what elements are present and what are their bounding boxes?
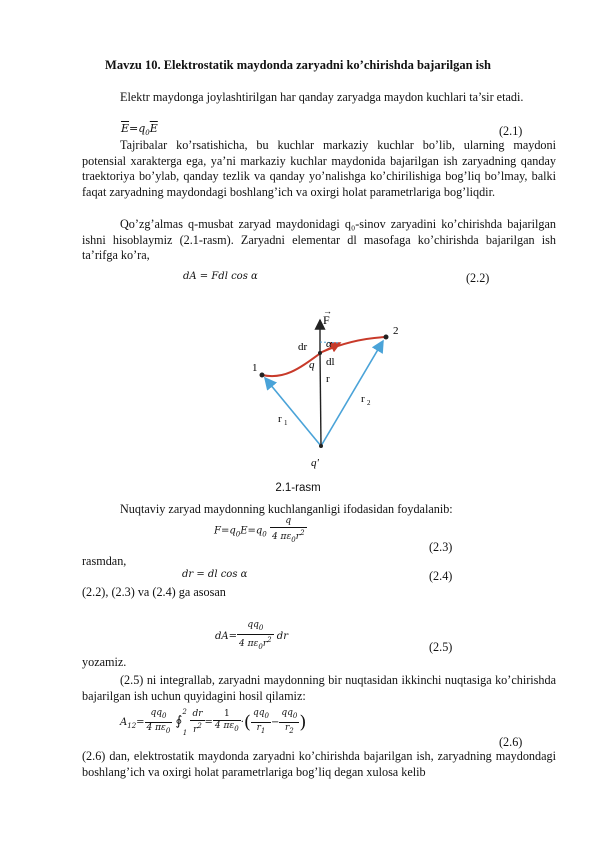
equation-number-2-5: (2.5) [429,640,453,654]
paragraph-central-forces: Tajribalar ko’rsatishicha, bu kuchlar markaziy kuchlar bo’lib, ularning maydoni potensial xarakterga ega, ya’ni markaziy kuchlar maydonida bajarilgan ish zaryadning qanday traektoriya bo’ylab, qanday tezlik va qanday yo’nalishga ko’chirilishiga bog’liq bo’lmay, balki faqat zaryadning maydondagi boshlang’ich va oxirgi holat parametrlariga bog’liqdir. [82,138,556,199]
equation-2-3: $F=q_0E=q_0$ $\frac{q}{4 \pi\varepsilon_0r^2}$ [214,516,305,544]
paragraph-work-definition: Qo’zg’almas q-musbat zaryad maydonidagi q₀-sinov zaryadini ko’chirishda bajarilgan ishni hisoblaymiz (2.1-rasm). Zaryadni elementar dl masofaga ko’chirishda bajarilgan ish ta’rifga ko’ra, [82,217,556,262]
section-title: Mavzu 10. Elektrostatik maydonda zaryadni ko’chirishda bajarilgan ish [105,58,491,72]
label-r1: r [278,413,282,425]
label-dr: dr [298,341,308,353]
paragraph-conclusion: (2.6) dan, elektrostatik maydonda zaryadni ko’chirishda bajarilgan ish, zaryadning maydondagi boshlang’ich va oxirgi holat parametrlariga bog’liq degan xulosa kelib [82,749,556,779]
equation-number-2-2: (2.2) [466,271,490,285]
charge-q-prime-dot [319,444,323,448]
equation-2-5: dA= $\frac{qq_0}{4 \pi\varepsilon_0r^2}$ dr [215,620,288,651]
paragraph-we-write: yozamiz. [82,655,127,669]
label-F-arrow: → [323,306,332,316]
vector-r1 [265,378,321,446]
label-r1-sub: 1 [284,419,288,427]
equation-2-4: dr = dl cos α [182,569,248,580]
paragraph-from-figure: rasmdan, [82,554,127,568]
label-r: r [326,373,330,385]
label-point-1: 1 [252,362,258,374]
equation-number-2-6: (2.6) [499,735,523,749]
point-1-marker [260,373,265,378]
equation-2-6: $A_{12}=$ $\frac{qq_0}{4 \pi\varepsilon_0}$ ∮$^2$1 $\frac{dr}{r^2}$ = $\frac{1}{4 \pi\varepsilon_0}$ ·( $\frac{qq_0}{r_1}$ − $\frac{qq_0}{r_2}$ ) [120,708,307,737]
label-alpha: α [326,338,332,350]
equation-2-1: $\overline{E}=q_0\overline{E}$ [121,122,158,138]
charge-q-dot [318,351,322,355]
vector-r [320,352,321,446]
paragraph-based-on: (2.2), (2.3) va (2.4) ga asosan [82,585,226,599]
paragraph-point-charge: Nuqtaviy zaryad maydonning kuchlanganligi ifodasidan foydalanib: [120,502,453,516]
trajectory-curve [262,337,386,376]
label-point-2: 2 [393,325,399,337]
figure-2-1 [0,290,596,490]
equation-number-2-3: (2.3) [429,540,453,554]
equation-2-2: dA = Fdl cos α [183,271,258,282]
paragraph-integration: (2.5) ni integrallab, zaryadni maydonning bir nuqtasidan ikkinchi nuqtasiga ko’chirishda bajarilgan ish uchun quyidagini hosil qilamiz: [82,673,556,703]
point-2-marker [384,335,389,340]
label-F: F [323,313,330,327]
label-q: q [309,359,315,371]
label-r2: r [361,393,365,405]
label-dl: dl [326,356,335,368]
label-q-prime: q' [311,457,319,469]
equation-number-2-1: (2.1) [499,124,523,138]
paragraph-intro: Elektr maydonga joylashtirilgan har qanday zaryadga maydon kuchlari ta’sir etadi. [120,90,524,104]
equation-number-2-4: (2.4) [429,569,453,583]
figure-caption: 2.1-rasm [275,482,321,494]
label-r2-sub: 2 [367,399,371,407]
